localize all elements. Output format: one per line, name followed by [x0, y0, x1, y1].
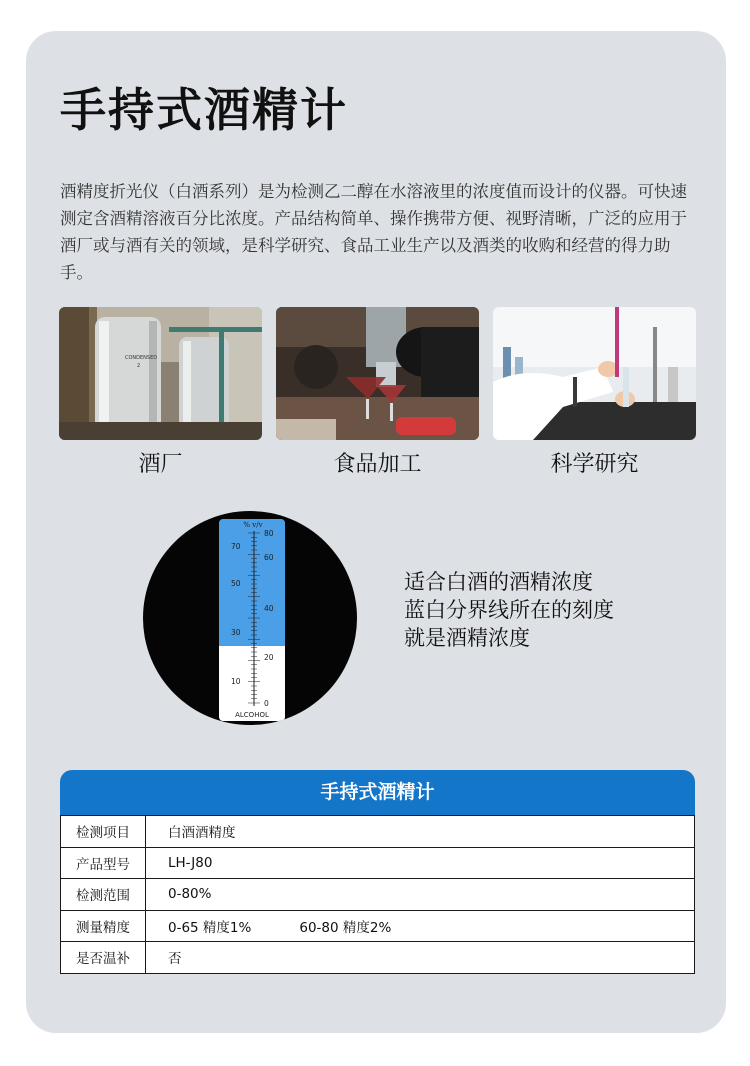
caption-food-processing: 食品加工	[333, 452, 422, 477]
scale-tick-40: 40	[264, 604, 274, 613]
product-description: 酒精度折光仪（白酒系列）是为检测乙二醇在水溶液里的浓度值而设计的仪器。可快速测定含酒精溶液百分比浓度。产品结构简单、操作携带方便、视野清晰，广泛的应用于酒厂或与酒有关的领域，是科学研究、食品工业生产以及酒类的收购和经营的得力助手。	[60, 182, 687, 282]
scale-tick-0: 0	[264, 699, 269, 708]
refractometer-view	[143, 511, 357, 725]
table-row	[61, 910, 695, 942]
scale-tick-50: 50	[231, 579, 241, 588]
tank-label: CONDENSED	[125, 355, 158, 361]
tank-number: 2	[137, 363, 141, 369]
spec-key: 产品型号	[61, 847, 146, 879]
scale-note-line-3: 就是酒精浓度	[404, 626, 530, 650]
spec-key: 检测范围	[61, 879, 146, 911]
caption-distillery: 酒厂	[138, 452, 183, 477]
spec-value: LH-J80	[146, 847, 695, 879]
scale-tick-20: 20	[264, 653, 274, 662]
scale-tick-80: 80	[264, 529, 274, 538]
page-title: 手持式酒精计	[60, 83, 348, 137]
food-processing-photo	[276, 307, 479, 440]
spec-key: 是否温补	[61, 942, 146, 974]
scale-tick-10: 10	[231, 677, 241, 686]
scale-note-line-2: 蓝白分界线所在的刻度	[404, 598, 614, 622]
table-row	[61, 942, 695, 974]
spec-key: 测量精度	[61, 910, 146, 942]
alcohol-white-field	[219, 646, 285, 721]
spec-table	[60, 815, 695, 974]
table-row	[61, 847, 695, 879]
precision-range-2: 60-80 精度2%	[299, 919, 392, 936]
scale-note	[404, 568, 614, 652]
spec-value	[146, 910, 695, 942]
spec-table-title: 手持式酒精计	[60, 770, 695, 815]
alcohol-blue-field	[219, 519, 285, 646]
scale-label: ALCOHOL	[235, 711, 269, 719]
spec-value: 否	[146, 942, 695, 974]
spec-value: 白酒酒精度	[146, 816, 695, 848]
scale-note-line-1: 适合白酒的酒精浓度	[404, 570, 593, 594]
precision-range-1: 0-65 精度1%	[168, 919, 252, 936]
scale-unit: % v/v	[243, 521, 263, 529]
spec-key: 检测项目	[61, 816, 146, 848]
caption-research: 科学研究	[550, 452, 639, 477]
scale-tick-70: 70	[231, 542, 241, 551]
spec-value: 0-80%	[146, 879, 695, 911]
table-row	[61, 816, 695, 848]
lab-research-photo	[493, 307, 696, 440]
distillery-photo	[59, 307, 262, 440]
table-row	[61, 879, 695, 911]
scale-tick-60: 60	[264, 553, 274, 562]
scale-tick-30: 30	[231, 628, 241, 637]
